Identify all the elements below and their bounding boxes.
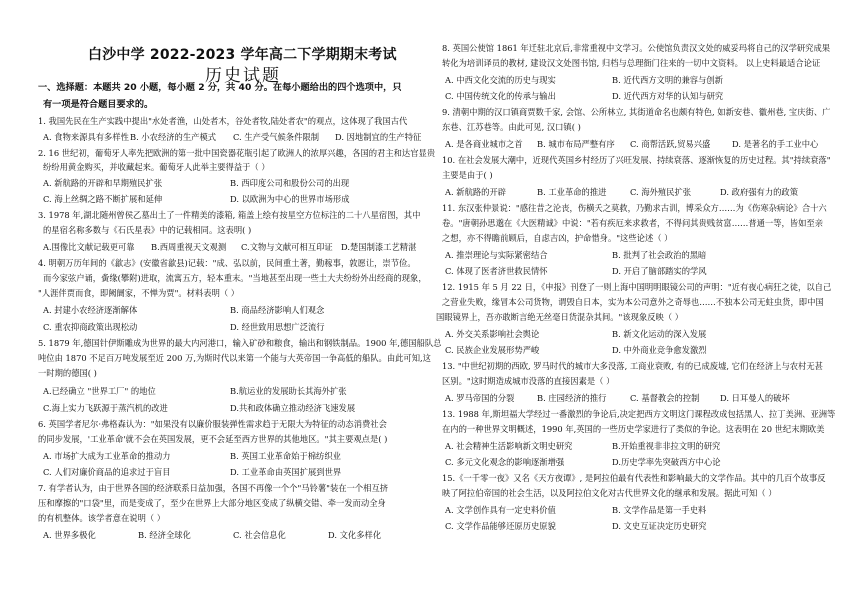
q6-option-b: B. 英国工业革命始于棉纺织业 (230, 451, 341, 461)
q1-option-c: C. 生产受气候条件限制 (233, 132, 319, 142)
q5-option-b: B.航运业的发展助长其海外扩张 (230, 386, 347, 396)
q12-option-c: C. 民族企业发展形势严峻 (445, 345, 540, 355)
q12-option-b: B. 新文化运动的深入发展 (612, 329, 707, 339)
q2-stem-cont: 纷纷用黄金购买，并收藏起来。葡萄牙人此举主要得益于（ ） (43, 162, 270, 172)
q10-stem: 10. 在社会发展大潮中，近现代英国乡村经历了兴旺发展、持续衰落、逐渐恢复的历史过程。其"持续衰落" (442, 155, 831, 165)
q9-stem-cont: 东巷、江苏巷等。由此可见, 汉口镇( ) (442, 122, 581, 132)
q10-option-b: B. 工业革命的推进 (537, 187, 607, 197)
q4-option-b: B. 商品经济影响人们观念 (230, 305, 325, 315)
q8-option-c: C. 中国传统文化的传承与输出 (445, 91, 556, 101)
q11-stem-cont: 卷。"唐朝孙思邈在《大医精诚》中说："若有疾厄来求救者，不得问其贵贱贫富……普通一等，皆如至亲 (442, 218, 823, 228)
q3-option-a: A.围像比文献记载更可靠 (43, 242, 135, 252)
q11-option-d: D. 开启了脑部踏实的学风 (612, 266, 707, 276)
q4-option-a: A. 封建小农经济逐渐解体 (43, 305, 138, 315)
q15-option-b: B. 文学作品是第一手史料 (612, 505, 707, 515)
q2-option-a: A. 新航路的开辟和早期殖民扩张 (43, 178, 163, 188)
q12-option-a: A. 外交关系影响社会舆论 (445, 329, 540, 339)
q15-stem: 15.《一千零一夜》又名《天方夜谭》, 是阿拉伯最有代表性和影响最大的文学作品。其中的几百个故事反 (442, 473, 826, 483)
q8-option-d: D. 近代西方对华的认知与研究 (612, 91, 724, 101)
q14-option-b: B.开始重视非非拉文明的研究 (612, 441, 721, 451)
q2-stem: 2. 16 世纪初，葡萄牙人率先把欧洲的第一批中国瓷器花瓶引起了欧洲人的浓厚兴趣，各国的君主和达官显贵 (38, 148, 436, 158)
q2-option-b: B. 西印度公司和股份公司的出现 (230, 178, 350, 188)
q3-option-b: B.西周重视天文观测 (151, 242, 227, 252)
q15-option-c: C. 文学作品能够还原历史原貌 (445, 521, 556, 531)
q4-stem-cont2: "人涯伴贾而食，即阙阛家，不惮为贾"。材料表明（ ） (38, 288, 240, 298)
q8-option-b: B. 近代西方文明的兼容与创新 (612, 75, 723, 85)
q1-option-d: D. 因地制宜的生产特征 (335, 132, 422, 142)
q14-option-d: D.历史学率先突破西方中心论 (612, 457, 721, 467)
q15-option-d: D. 文史互证决定历史研究 (612, 521, 707, 531)
q4-option-d: D. 经世致用思想广泛流行 (230, 322, 325, 332)
q10-option-d: D. 政府强有力的政策 (720, 187, 799, 197)
q11-stem: 11. 东汉张仲景说："感往昔之沦丧，伤横夭之莫救，乃勤求古训，博采众方……为《伤寒杂病论》合十六 (442, 203, 827, 213)
q6-stem-cont: 的同步发展，'工业革命'就不会在英国发展，更不会延至西方世界的其他地区。"其主要观点是( ) (38, 434, 388, 444)
q3-option-d: D.楚国制漆工艺精湛 (341, 242, 417, 252)
q11-option-a: A. 推崇理论与实际紧密结合 (445, 250, 548, 260)
q14-stem-cont: 在内的一种世界文明概述，1990 年,英国的一些历史学家进行了类似的争论。这表明在 20 世纪末期欧美 (442, 424, 825, 434)
q5-stem-cont2: 一时期的德国( ) (38, 368, 97, 378)
q13-option-c: C. 基督教会的控制 (630, 393, 700, 403)
q5-stem: 5. 1879 年,德国针伊斯雕成为世界的最大内河港口，输入矿砂和粮食，输出和钢铁制品。1900 年,德国船队总 (38, 338, 442, 348)
q9-option-d: D. 是著名的手工业中心 (732, 139, 819, 149)
q7-option-b: B. 经济全球化 (138, 530, 191, 540)
q14-stem: 13. 1988 年,斯坦福大学经过一番激烈的争论后,决定把西方文明这门课程改成包括黑人、拉丁美洲、亚洲等 (442, 409, 836, 419)
q6-option-d: D. 工业革命由英国扩展到世界 (230, 467, 342, 477)
q7-stem-cont: 压和摩擦的"口袋"里，而是变成了，至少在世界上大部分地区变成了纵横交错、牵一发而动全身 (38, 498, 386, 508)
q12-stem-cont2: 国眼镜界上，吾亦敢断言绝无丝毫日货混杂其间。"该现象反映（ ） (436, 312, 684, 322)
section-heading: 一、选择题：本题共 20 小题，每小题 2 分，共 40 分。在每小题给出的四个选项中，只 (38, 82, 402, 93)
section-heading-cont: 有一项是符合题目要求的。 (43, 99, 154, 110)
q9-option-c: C. 商帮活跃,贸易兴盛 (630, 139, 711, 149)
q8-stem: 8. 英国公使馆 1861 年迁驻北京后,非常重视中文学习。公使馆负责汉文处的威妥玛将自己的汉学研究成果 (442, 43, 831, 53)
q7-stem-cont2: 的有机整体。该学者意在说明（ ） (38, 513, 166, 523)
q4-stem: 4. 明朝万历年间的《歙志》(安徽省歙县)记载："成、弘以前，民间重土著，勤稼事，敦愿让，崇节俭。 (38, 258, 416, 268)
q4-stem-cont: 而今家弦户诵，夤缘(攀附)进取，流寓五方，轻本重末。"当地甚至出现一些土大夫纷纷外出经商的现象， (43, 273, 427, 283)
q13-option-b: B. 庄园经济的推行 (537, 393, 607, 403)
exam-title: 白沙中学 2022-2023 学年高二下学期期末考试 (88, 47, 397, 63)
q13-stem-cont: 区别。"这时期造成城市没落的直接因素是（ ） (442, 376, 615, 386)
q12-option-d: D. 中外商业竞争愈发激烈 (612, 345, 707, 355)
q12-stem-cont: 之营业失败，缘冒本公司货物，谓毁自日本，实为本公司意外之奇辱也……不独本公司无蛀虫货，即中国 (442, 297, 824, 307)
q1-stem: 1. 我国先民在生产实践中提出"水处者渔，山处者木，谷处者牧,陆处者农"的观点，这体现了我国古代 (38, 116, 408, 126)
q10-stem-cont: 主要是由于( ) (442, 170, 493, 180)
q1-option-a: A. 食物来源具有多样性 (43, 132, 129, 142)
q4-option-c: C. 重农抑商政策出现松动 (43, 322, 138, 332)
q3-option-c: C.文物与文献可相互印证 (241, 242, 333, 252)
q7-option-a: A. 世界多极化 (43, 530, 96, 540)
q1-option-b: B. 小农经济的生产模式 (130, 132, 217, 142)
q10-option-c: C. 海外殖民扩张 (630, 187, 692, 197)
q13-stem: 13. "中世纪初期的西欧, 罗马时代的城市大多没落, 工商业衰败, 有的已成废墟, 它们在经济上与农村无甚 (442, 361, 823, 371)
q5-option-d: D.共和政体确立推动经济飞速发展 (230, 403, 356, 413)
q2-option-c: C. 海上丝绸之路不断扩展和延伸 (43, 194, 163, 204)
q7-option-c: C. 社会信息化 (233, 530, 286, 540)
q11-option-c: C. 体现了医者济世救民情怀 (445, 266, 548, 276)
q14-option-a: A. 社会精神生活影响新文明史研究 (445, 441, 573, 451)
q3-stem-cont: 的星宿名称多数与《石氏星表》中的记载相同。这表明( ) (43, 225, 252, 235)
q13-option-a: A. 罗马帝国的分裂 (445, 393, 515, 403)
q7-option-d: D. 文化多样化 (328, 530, 382, 540)
q7-stem: 7. 有学者认为，由于世界各国的经济联系日益加强，各国不再像一个个"马铃薯"装在一个相互挤 (38, 483, 389, 493)
q6-option-c: C. 人们对廉价商品的追求过于盲目 (43, 467, 171, 477)
exam-subtitle: 历史试题 (205, 66, 281, 86)
q6-option-a: A. 市场扩大成为工业革命的推动力 (43, 451, 171, 461)
q5-option-a: A.已经确立 "世界工厂" 的地位 (43, 386, 156, 396)
q8-stem-cont: 转化为培训译员的教材, 建设汉文处图书馆, 归档与总理衙门往来的一切中文资料。 以上史料最适合论证 (442, 58, 821, 68)
q15-stem-cont: 映了阿拉伯帝国的社会生活，以及阿拉伯文化对古代世界文化的继承和发展。据此可知（ ） (442, 488, 777, 498)
q2-option-d: D. 以欧洲为中心的世界市场形成 (230, 194, 350, 204)
q12-stem: 12. 1915 年 5 月 22 日，《申报》刊登了一则上海中国明明眼镜公司的声明："近有夜心病狂之徒，以自己 (442, 282, 832, 292)
q14-option-c: C. 多元文化观念的影响逐渐增强 (445, 457, 565, 467)
q15-option-a: A. 文学创作具有一定史料价值 (445, 505, 556, 515)
q11-stem-cont2: 之想，亦不得瞻前顾后，自虑吉凶，护命惜身。"这些论述（ ） (442, 233, 673, 243)
q10-option-a: A. 新航路的开辟 (445, 187, 507, 197)
q6-stem: 6. 英国学者尼尔·弗格森认为："如果没有以廉价服装弹性需求趋于无限大为特征的动态消费社会 (38, 419, 387, 429)
q11-option-b: B. 批判了社会政治的黑暗 (612, 250, 707, 260)
q13-option-d: D. 日耳曼人的破坏 (720, 393, 790, 403)
q8-option-a: A. 中西文化交流的历史与现实 (445, 75, 556, 85)
q3-stem: 3. 1978 年,湖北随州曾侯乙墓出土了一件精美的漆箱, 箱盖上绘有按星空方位标注的二十八星宿图，其中 (38, 210, 421, 220)
q9-stem: 9. 清朝中期的汉口镇商贾数千家, 会馆、公所林立, 其街道命名也颇有特色, 如新安巷、徽州巷, 宝庆街、广 (442, 107, 831, 117)
q9-option-b: B. 城市布局严整有序 (537, 139, 615, 149)
q9-option-a: A. 是各商业城市之首 (445, 139, 523, 149)
q5-stem-cont: 吨位由 1870 不足百万吨发展至近 200 万,为斯时代以来第一个能与大英帝国一争高低的船队。由此可知,这 (38, 353, 431, 363)
q5-option-c: C.海上实力飞跃源于蒸汽机的改进 (43, 403, 168, 413)
